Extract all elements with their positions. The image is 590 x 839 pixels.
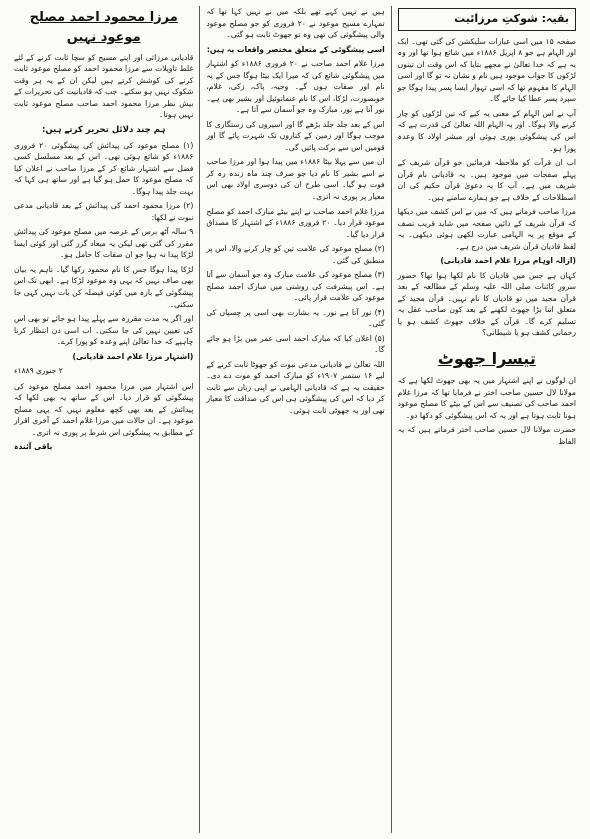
paragraph: حضرت مولانا لال حسین صاحب اختر فرماتے ہیں کہ یہ الفاظ xyxy=(397,425,576,446)
section-heading: تیسرا جھوٹ xyxy=(437,349,536,368)
paragraph: مرزا غلام احمد صاحب نے ۲۰ فروری ۱۸۸۶ء کو اشتہار میں پیشگوئی شائع کی کہ میرا ایک بیٹا ہوگا جس کے یہ نام اور صفات ہوں گے۔ وجیہ، پاک، زکی، غلام، خوبصورت، لڑکا، اس کا نام عنمانوئیل اور بشیر بھی ہے۔ نور آتا ہے نور، مبارک وہ جو آسمان سے آتا ہے۔ xyxy=(206,59,385,115)
paragraph: (۵) اعلان کیا کہ مبارک احمد اسی عمر میں بڑا ہو جائے گا۔ xyxy=(206,333,385,355)
paragraph: ۹ سالہ آٹھ برس کے عرصہ میں مصلح موعود کی پیدائش مقرر کی گئی تھی لیکن یہ میعاد گزر گئی اور کوئی ایسا لڑکا پیدا نہ ہوا جو ان صفات کا حامل ہو۔ xyxy=(14,227,194,260)
paragraph: کہاں ہے جس میں قادیان کا نام لکھا ہوا تھا؟ حضور سرورِ کائنات صلی اللہ علیہ وسلم کے مطالعہ کے بعد قرآن مجید میں تو قادیان کا نام نہیں۔ قرآن مجید کے متعلق اتنا بڑا جھوٹ لکھنے کے بعد کون صاحب عقل یہ تسلیم کرے گا۔ قرآن کے خلاف جھوٹ کشف ہو یا رحمانی کشف ہو یا شیطانی؟ xyxy=(397,270,576,338)
column-middle xyxy=(199,6,390,833)
paragraph: ان میں سے پہلا بیٹا ۱۸۸۶ء میں پیدا ہوا اور مرزا صاحب نے اسے بشیر کا نام دیا جو صرف چند ماہ زندہ رہ کر فوت ہو گیا۔ اسی طرح ان کی دوسری اولاد بھی اس معیار پر پوری نہ اتری۔ xyxy=(206,157,385,201)
paragraph: مرزا صاحب فرماتے ہیں کہ میں نے اس کشف میں دیکھا کہ قرآن شریف کے دائیں صفحہ میں شاید قریب نصف کے موقع پر یہ الہامی عبارت لکھی ہوئی دیکھی۔ یہ لفظ قادیان قرآن شریف میں درج ہے۔ xyxy=(397,207,576,251)
paragraph: آپ نے اس الہام کے معنی یہ کیے کہ تین لڑکوں کو چار کرنے والا ہوگا۔ اور یہ الہام اللہ تعالیٰ کی قدرت ہے کہ اس کی پیشگوئی پوری ہوئی اور مبشر اولاد کا وعدہ پورا ہو۔ xyxy=(397,108,576,153)
paragraph: اس کے بعد جلد جلد بڑھے گا اور اسیروں کی رستگاری کا موجب ہوگا اور زمین کے کناروں تک شہرت پائے گا اور قومیں اس سے برکت پائیں گی۔ xyxy=(206,119,385,152)
continued-heading: بقیہ: شوکتِ مرزائیت xyxy=(398,8,576,31)
continued-note: باقی آئندہ xyxy=(14,442,53,452)
paragraph: ان لوگوں نے اپنے اشتہار میں یہ بھی جھوٹ لکھا ہے کہ مولانا لال حسین صاحب اختر نے فرمایا تھا کہ مرزا غلام احمد صاحب کی تصنیف سے اس کے بیٹے کا مصلح موعود ہونا ثابت ہوتا ہے اور یہ کہ اس پیشگوئی کو دکھا دو۔ xyxy=(397,376,576,420)
article-heading: مرزا محمود احمد مصلح موعود نہیں xyxy=(29,10,178,45)
paragraph: (۲) مرزا محمود احمد کی پیدائش کے بعد قادیانی مدعی نبوت نے لکھا: xyxy=(14,201,194,222)
paragraph: اور اگر یہ مدت مقررہ سے پہلے پیدا ہو جائے تو بھی اس کی تعیین نہیں کی جا سکتی۔ اب اسی دن انتظار کرنا چاہیے کہ خدا تعالیٰ اپنے وعدہ کو پورا کرے۔ xyxy=(14,314,194,347)
paragraph: (۴) نور آتا ہے نور۔ یہ بشارت بھی اسی پر چسپاں کی گئی۔ xyxy=(206,307,385,329)
subheading: ہم چند دلائل تحریر کرتے ہیں: xyxy=(41,124,166,135)
date-line: ۲ جنوری ۱۸۸۹ء xyxy=(14,366,63,376)
paragraph: (۱) مصلح موعود کی پیدائش کی پیشگوئی ۲۰ فروری ۱۸۸۶ء کو شائع ہوئی تھی۔ اس کے بعد مسلسل کسی فضل سے اشتہار شائع کر کے مرزا صاحب نے اعلان کیا کہ مصلح موعود کا حمل ہو گیا ہے اور ساتھ ہی کہا کہ بہت جلد پیدا ہوگا۔ xyxy=(14,140,194,196)
column-left xyxy=(8,6,199,833)
paragraph: (۳) مصلح موعود کی علامت مبارک وہ جو آسمان سے آتا ہے۔ اس پیشرفت کی روشنی میں مبارک احمد مصلح موعود کی علامت قرار پائی۔ xyxy=(206,270,385,303)
article-columns xyxy=(8,6,582,833)
paragraph: اللہ تعالیٰ نے قادیانی مدعی نبوت کو جھوٹا ثابت کرنے کے لیے ۱۶ ستمبر ۱۹۰۷ء کو مبارک احمد کو موت دے دی۔ حقیقت یہ ہے کہ قادیانی الہامی نے اپنی زبان سے ثابت کر دیا کہ اس کی پیشگوئی ہی اس کی صداقت کا معیار تھی اور یہ جھوٹی ثابت ہوئی۔ xyxy=(206,359,385,415)
paragraph: اب ان قرآت کو ملاحظہ فرمائیں جو قرآن شریف کے پہلے صفحات میں موجود ہیں۔ یہ قادیانی نام قرآن شریف میں ہے۔ آپ کا یہ دعویٰ قرآن حکیم کی ان اصطلاحات کے خلاف ہے جو ہمارے سامنے ہیں۔ xyxy=(397,158,576,202)
paragraph: صفحہ ۱۵ میں اسی عبارات سلیکشن کی گئی تھی۔ ایک اور الہام ہے جو ۸ اپریل ۱۸۸۶ء میں شائع ہوا تھا اور وہ یہ ہے کہ خدا تعالیٰ نے مجھے بتایا کہ اس وقت ان تینوں لڑکوں کا جواب موجود ہیں نام و نشان نہ تو گا اور اسی الہام کا مفہوم تھا کہ اسی تہوار ایسا پسر پیدا ہوگا جو سپرد پسر عطا کیا جائے گا۔ xyxy=(397,36,576,104)
column-right xyxy=(391,6,582,833)
paragraph: ہیں نے نہیں کہے تھے بلکہ میں نے نہیں کہا تھا کہ تمہارے مسیح موعود نے ۲۰ فروری کو جو مصلح موعود والی پیشگوئی کی تھی وہ تو جھوٹ ثابت ہو گئی۔ xyxy=(206,7,385,40)
paragraph: لڑکا پیدا ہوگا جس کا نام محمود رکھا گیا۔ تاہم یہ بیان بھی صاف نہیں کہ یہی وہ موعود لڑکا ہے۔ ابھی تک اس پیشگوئی کے بارہ میں کوئی فیصلہ کن بات نہیں کہی جا سکتی۔ xyxy=(14,264,194,309)
paragraph: قادیانی مرزائی اور اپنے مسیح کو سچا ثابت کرنے کے لئے غلط تاویلات سے مرزا محمود احمد کو مصلح موعود ثابت کرنے کی کوشش کرتے ہیں لیکن ان کے یہ ہر وقت شکوک نہیں ہو سکتے۔ جب کہ قادیانیت کی تحریرات کے بیش نظر مرزا محمود احمد صاحب مصلح موعود ثابت نہیں ہوتا۔ xyxy=(14,52,194,120)
paragraph: مرزا غلام احمد صاحب نے اپنے بیٹے مبارک احمد کو مصلح موعود قرار دیا۔ ۲۰ فروری ۱۸۸۶ء کے اشتہار کا مصداق قرار دیا گیا۔ xyxy=(206,206,385,239)
paragraph: (۲) مصلح موعود کی علامت تین کو چار کرنے والا، اس پر منطبق کی گئی۔ xyxy=(206,244,385,265)
citation: (ازالہ اوہام مرزا غلام احمد قادیانی) xyxy=(440,256,576,266)
paragraph: اس اشتہار میں مرزا محمود احمد مصلح موعود کی پیشگوئی کو قرار دیا۔ اس کے ساتھ یہ بھی لکھا کہ پیدائش کے بعد بھی کچھ معلوم نہیں کہ یہی مصلح موعود ہے۔ ان حالات میں مرزا غلام احمد کے آخری اقرار کے مطابق یہ پیشگوئی اس شرط پر پوری نہ اتری۔ xyxy=(14,381,194,437)
paragraph: اسی پیشگوئی کے متعلق مختصر واقعات یہ ہیں: xyxy=(206,44,385,54)
citation: (اشتہار مرزا غلام احمد قادیانی) xyxy=(72,351,194,361)
